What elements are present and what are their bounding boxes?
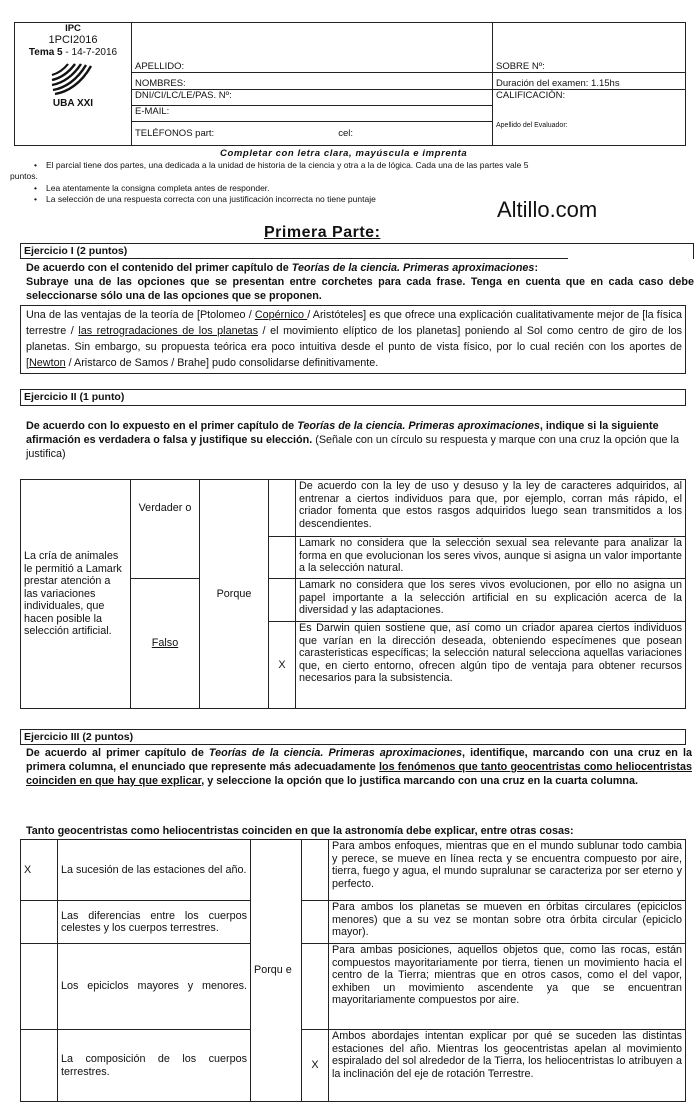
ej3-instr-underlined: los fenómenos que tanto geocentristas como heliocentristas coinciden en que hay que explicar (26, 761, 693, 787)
ej1-text-box (20, 305, 686, 374)
ej3-instr-c: , y seleccione la opción que lo justifica marcando con una cruz en la cuarta columna. (201, 775, 639, 787)
ej1-option-newton[interactable]: Newton (29, 357, 66, 369)
ej3-instr-b: , identifique, marcando con una cruz en la primera columna, el enunciado que represente más adecuadamente (26, 747, 692, 773)
ej2-mark-cell[interactable] (269, 579, 296, 622)
instruction-item (0, 183, 270, 194)
ej2-title: Ejercicio II (1 punto) (20, 389, 686, 406)
ej2-instr-a: De acuerdo con lo expuesto en el primer capítulo de (26, 420, 298, 432)
ej2-book: Teorías de la ciencia. Primeras aproximaciones (297, 420, 540, 432)
ej2-instr-c: (Señale con un círculo su respuesta y marque con una cruz la opción que la justifica) (26, 434, 679, 460)
ej3-statement: Las diferencias entre los cuerpos celestes y los cuerpos terrestres. (58, 901, 251, 944)
instruction-item (0, 160, 690, 171)
falso-option[interactable] (131, 579, 200, 709)
telefonos-label: TELÉFONOS part: (135, 128, 215, 139)
ej3-mark-cell[interactable] (302, 944, 329, 1030)
ej3-mark-cell[interactable] (302, 901, 329, 944)
ej1-title: Ejercicio I (2 puntos) (20, 243, 568, 259)
ej3-statement: La composición de los cuerpos terrestres. (58, 1030, 251, 1102)
verdadero-option[interactable]: Verdader o (131, 480, 200, 537)
ej2-instructions (26, 419, 686, 461)
ej3-justification: Para ambos los planetas se mueven en órbitas circulares (epiciclos menores) que a su vez se montan sobre otra órbita circular (epiciclo mayor). (329, 901, 686, 944)
ej3-mark-cell[interactable] (302, 840, 329, 901)
instruction-text: La selección de una respuesta correcta con una justificación incorrecta no tiene puntaje (46, 194, 376, 204)
instruction-continuation: puntos. (10, 171, 38, 181)
ej3-title: Ejercicio III (2 puntos) (20, 729, 686, 745)
ej3-instructions (26, 746, 692, 788)
instruction-item (0, 194, 376, 205)
uba-logo-icon (51, 62, 95, 96)
org-label: IPC (65, 23, 81, 34)
exam-code: 1PCI2016 (48, 34, 98, 46)
instruction-text: El parcial tiene dos partes, una dedicada a la unidad de historia de la ciencia y otra a la de lógica. Cada una de las partes vale 5 (46, 160, 529, 170)
logo-text: UBA XXI (52, 98, 94, 109)
dni-field[interactable] (132, 90, 493, 106)
apellido-label: APELLIDO: (135, 61, 185, 72)
duracion-label: Duración del examen: 1.15hs (496, 78, 620, 89)
ej3-mark-cell[interactable] (21, 901, 58, 944)
ej3-justification: Ambos abordajes intentan explicar por qué se suceden las distintas estaciones del año. Mientras los geocentristas apelan al movimiento espiralado del sol alrededor de la Tierra, los heliocentristas lo atribuyen a la inclinación del eje de rotación Terrestre. (329, 1030, 686, 1102)
logo-block (15, 23, 132, 146)
ej2-statement: La cría de animales le permitió a Lamark prestar atención a las variaciones individuales, que hacen posible la selección artificial. (21, 480, 131, 709)
cel-label: cel: (338, 128, 353, 139)
nombres-field[interactable] (132, 73, 493, 90)
ej2-option: De acuerdo con la ley de uso y desuso y la ley de caracteres adquiridos, al entrenar a ciertos individuos para que, por ejemplo, corran más rápido, el criador fomenta que estos rasgos adquiridos luego sean transmitidos a los descendientes. (296, 480, 686, 537)
calificacion-field[interactable] (493, 90, 686, 106)
section-title: Primera Parte: (264, 224, 381, 241)
ej2-table (20, 479, 686, 709)
ej1-text-2: / Aristóteles] es que ofrece una explicación cualitativamente mejor de [la física terrestre / (26, 309, 682, 337)
instruction-text: Lea atentamente la consigna completa antes de responder. (46, 183, 270, 193)
ej3-instr-a: De acuerdo al primer capítulo de (26, 747, 209, 759)
ej1-instr-c: Subraye una de las opciones que se presentan entre corchetes para cada frase. Tenga en cuenta que en cada caso debe seleccionarse sólo una de las opciones que se proponen. (26, 276, 694, 302)
ej1-option-copernico[interactable]: Copérnico (254, 309, 308, 321)
ej1-title-rule (568, 243, 694, 259)
ej3-statement: Los epiciclos mayores y menores. (58, 944, 251, 1030)
ej3-mark-cell[interactable] (21, 1030, 58, 1102)
ej2-option: Lamark no considera que los seres vivos evolucionen, por ello no asigna un papel importante a la selección artificial en su explicación acerca de la diversidad y las adaptaciones. (296, 579, 686, 622)
verdadero-spacer (131, 537, 200, 579)
ej1-instructions (26, 261, 694, 303)
ej1-text-4: / Aristarco de Samos / Brahe] pudo consolidarse definitivamente. (65, 357, 379, 369)
ej3-table (20, 839, 686, 1102)
ej1-text-3: / el movimiento elíptico de los planetas] poniendo al Sol como centro de giro de los planetas. Sin embargo, su propuesta teórica era poco intuitiva desde el punto de vista físico, por lo cual recién con los aportes de [ (26, 325, 682, 369)
email-field[interactable] (132, 106, 493, 122)
ej3-book: Teorías de la ciencia. Primeras aproximaciones (208, 747, 463, 759)
telefonos-field[interactable] (132, 122, 493, 146)
ej2-mark-cell[interactable] (269, 537, 296, 579)
ej3-statement: La sucesión de las estaciones del año. (58, 840, 251, 901)
dni-label: DNI/CI/LC/LE/PAS. Nº: (135, 90, 232, 101)
evaluador-label: Apellido del Evaluador: (496, 121, 568, 129)
ej1-book: Teorías de la ciencia. Primeras aproximaciones (291, 262, 535, 274)
ej3-porque: Porqu e (251, 840, 302, 1102)
ej3-justification: Para ambas posiciones, aquellos objetos que, como las rocas, están compuestos mayoritariamente por tierra, tienen un movimiento hacia el centro de la Tierra; mientras que en otros casos, como el del vapor, exhiben un movimiento ascendente ya que se encuentran mayoritariamente compuestos por aire. (329, 944, 686, 1030)
ej3-justification: Para ambos enfoques, mientras que en el mundo sublunar todo cambia y perece, se mueve en línea recta y se encuentra compuesto por aire, tierra, fuego y agua, el mundo supralunar se caracteriza por ser eterno y perfecto. (329, 840, 686, 901)
ej2-option: Lamark no considera que la selección sexual sea relevante para analizar la forma en que evolucionan los seres vivos, aunque si asigna un valor importante a la selección natural. (296, 537, 686, 579)
calificacion-label: CALIFICACIÓN: (496, 90, 566, 101)
apellido-field[interactable] (132, 23, 493, 73)
sobre-label: SOBRE Nº: (496, 61, 545, 72)
email-label: E-MAIL: (135, 106, 170, 117)
ej3-lead: Tanto geocentristas como heliocentristas coinciden en que la astronomía debe explicar, entre otras cosas: (26, 825, 574, 837)
ej3-mark-cell[interactable]: X (302, 1030, 329, 1102)
tema-line (15, 47, 131, 59)
form-instruction-title: Completar con letra clara, mayúscula e imprenta (220, 148, 468, 159)
watermark: Altillo.com (497, 197, 598, 222)
ej2-mark-cell[interactable]: X (269, 622, 296, 709)
tema-label: Tema 5 (28, 47, 63, 58)
ej1-instr-b: : (534, 262, 539, 274)
ej3-mark-cell[interactable] (21, 944, 58, 1030)
evaluador-field[interactable] (493, 106, 686, 146)
ej2-porque: Porque (200, 480, 269, 709)
ej2-mark-cell[interactable] (269, 480, 296, 537)
falso-label: Falso (151, 637, 179, 650)
ej1-instr-a: De acuerdo con el contenido del primer capítulo de (26, 262, 292, 274)
header-form (14, 22, 686, 146)
ej2-option: Es Darwin quien sostiene que, así como un criador aparea ciertos individuos que varían en la dirección deseada, obteniendo especímenes que posean carasteristicas específicas; la selección natural selecciona aquellas variaciones que, en cierto entorno, ofrecen algún tipo de ventaja para obtener recursos necesarios para la subsistencia. (296, 622, 686, 709)
tema-date: - 14-7-2016 (62, 47, 118, 58)
ej1-text-1: Una de las ventajas de la teoría de [Ptolomeo / (26, 309, 255, 321)
ej3-mark-cell[interactable]: X (21, 840, 58, 901)
sobre-field[interactable] (493, 23, 686, 73)
ej1-option-retrogradaciones[interactable]: las retrogradaciones de los planetas (78, 325, 258, 337)
ej2-instr-b: , indique si la siguiente afirmación es verdadera o falsa y justifique su elección. (26, 420, 659, 446)
nombres-label: NOMBRES: (135, 78, 186, 89)
duracion-cell (493, 73, 686, 90)
